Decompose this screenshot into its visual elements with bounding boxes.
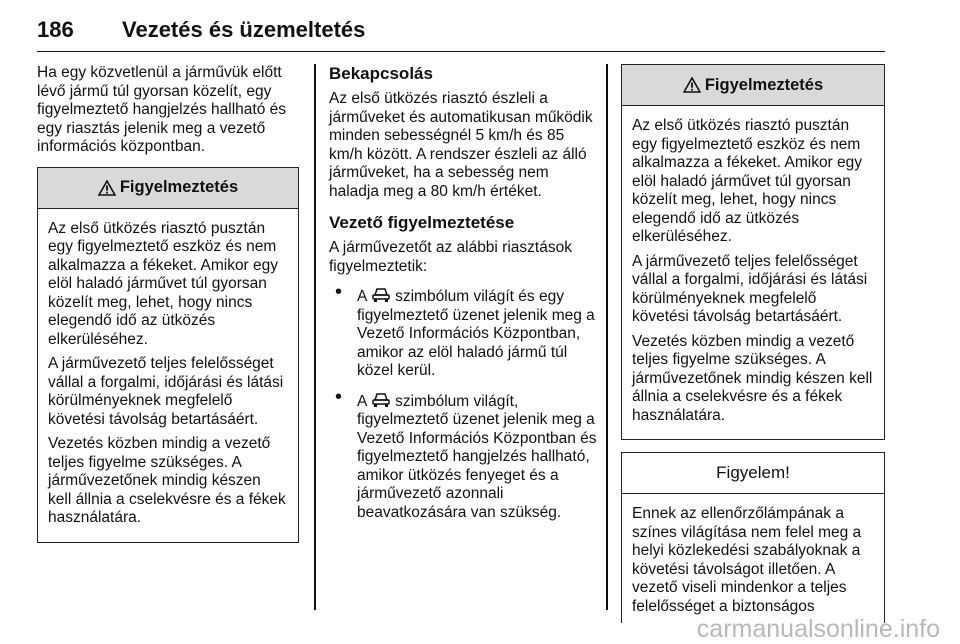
watermark: carmanualsonline.info — [696, 615, 940, 643]
warning-paragraph: Vezetés közben mindig a vezető teljes figyelme szükséges. A járművezetőnek mindig készen kell állnia a cselekvésre és a fékek használatára. — [48, 435, 286, 526]
column-middle — [329, 64, 601, 532]
caution-paragraph: Ennek az ellenőrzőlámpának a színes világítása nem felel meg a helyi közlekedési szabályoknak a követési távolságot illetően. A vezető viseli mindenkor a teljes felelősséget a biztonságos — [632, 505, 862, 615]
activation-paragraph: Az első ütközés riasztó észleli a járműveket és automatikusan működik minden sebességnél 5 km/h és 85 km/h között. A rendszer észleli az álló járműveket, ha a sebesség nem haladja meg a 80 km/h értéket. — [329, 90, 593, 200]
column-divider — [314, 64, 316, 610]
section-heading-driver-warning: Vezető figyelmeztetése — [329, 213, 515, 232]
warning-paragraph: Vezetés közben mindig a vezető teljes figyelme szükséges. A járművezetőnek mindig készen kell állnia a cselekvésre és a fékek használatára. — [632, 332, 873, 424]
vehicle-ahead-icon — [371, 391, 391, 409]
list-item — [329, 281, 601, 381]
warning-paragraph: A járművezető teljes felelősséget vállal a forgalmi, időjárási és látási körülményeknek megfelelő követési távolság betartásáért. — [48, 355, 284, 428]
warning-box-left — [37, 167, 299, 543]
warning-triangle-icon — [683, 77, 701, 93]
caution-box-title: Figyelem! — [716, 463, 790, 482]
warning-box-header — [622, 65, 884, 106]
page-title: Vezetés és üzemeltetés — [122, 17, 366, 42]
page-number: 186 — [37, 17, 74, 42]
driver-warning-paragraph: A járművezetőt az alábbi riasztások figyelmeztetik: — [329, 239, 572, 275]
bullet: • — [335, 281, 343, 303]
list-item — [329, 385, 601, 523]
column-left — [37, 64, 299, 543]
caution-box — [621, 452, 885, 623]
column-divider — [606, 64, 608, 610]
list-item-text: szimbólum világít és egy figyelmeztető üzenet jelenik meg a Vezető Információs Központban, amikor az elöl haladó jármű túl közel kerül. — [357, 288, 595, 379]
warning-box-body — [622, 106, 884, 439]
page-header — [37, 11, 885, 52]
list-item-text: szimbólum világít, figyelmeztető üzenet jelenik meg a Vezető Információs Központban és figyelmeztető hangjelzés hallható, amikor ütközés fenyeget és a járművezető azonnali beavatkozására van szükség. — [357, 392, 597, 521]
warning-paragraph: Az első ütközés riasztó pusztán egy figyelmeztető eszköz és nem alkalmazza a fékeket. Amikor egy elöl haladó járművet túl gyorsan közelít meg, lehet, hogy nincs elegendő idő az ütközés elkerüléséhez. — [48, 219, 279, 348]
warning-paragraph: Az első ütközés riasztó pusztán egy figyelmeztető eszköz és nem alkalmazza a fékeket. Amikor egy elöl haladó járművet túl gyorsan közelít meg, lehet, hogy nincs elegendő idő az ütközés elkerüléséhez. — [632, 117, 863, 245]
caution-box-body — [622, 494, 884, 630]
alert-list — [329, 281, 601, 522]
warning-box-title: Figyelmeztetés — [704, 75, 824, 94]
intro-paragraph: Ha egy közvetlenül a járművük előtt lévő jármű túl gyorsan közelít, egy figyelmeztető hangjelzés hallható és egy riasztás jelenik meg a vezető információs központban. — [37, 64, 287, 155]
warning-box-title: Figyelmeztetés — [119, 178, 239, 196]
warning-box-header — [38, 168, 298, 209]
list-item-prefix: A — [357, 288, 367, 305]
warning-box-body — [38, 209, 298, 542]
column-right — [621, 64, 885, 623]
warning-triangle-icon — [98, 180, 116, 196]
list-item-prefix: A — [357, 392, 367, 410]
bullet: • — [335, 385, 343, 408]
vehicle-ahead-icon — [371, 286, 391, 304]
warning-paragraph: A járművezető teljes felelősséget vállal a forgalmi, időjárási és látási körülményeknek megfelelő követési távolság betartásáért. — [632, 252, 868, 325]
section-heading-activation: Bekapcsolás — [329, 64, 433, 83]
warning-box-right — [621, 64, 885, 440]
caution-box-header — [622, 453, 884, 494]
